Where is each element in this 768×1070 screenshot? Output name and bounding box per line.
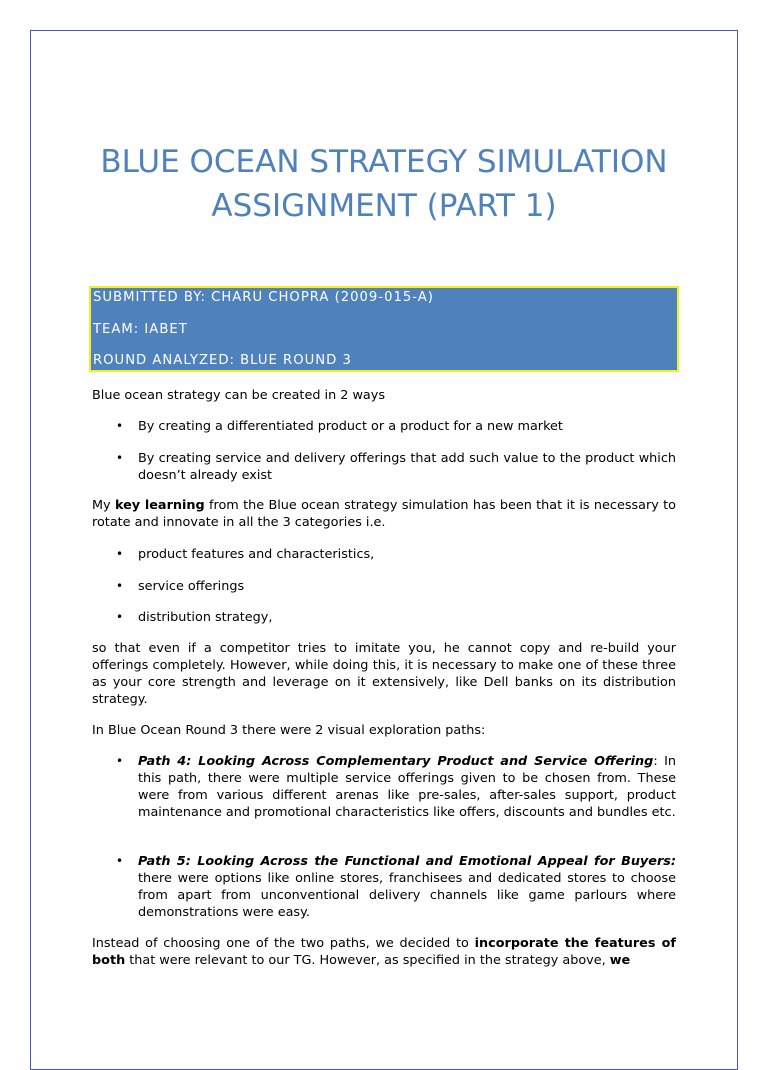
learning-post: from the Blue ocean strategy simulation has been that it is necessary to rotate and innovate in all the 3 categories i.e. <box>92 498 677 530</box>
submission-info-box <box>89 286 679 372</box>
learning-pre: My <box>92 498 115 513</box>
round-paragraph: In Blue Ocean Round 3 there were 2 visual exploration paths: <box>92 723 486 738</box>
round-analyzed: ROUND ANALYZED: BLUE ROUND 3 <box>93 353 352 368</box>
bullet-icon: • <box>116 419 124 433</box>
bullet-icon: • <box>116 854 124 868</box>
path-item <box>138 853 676 921</box>
final-pre: Instead of choosing one of the two paths, we decided to <box>92 936 475 951</box>
competitor-paragraph: so that even if a competitor tries to imitate you, he cannot copy and re-build your offerings completely. However, while doing this, it is necessary to make one of these three as your core strength and leverage on it extensively, like Dell banks on its distribution strategy. <box>92 641 676 707</box>
bullet-icon: • <box>116 579 124 593</box>
path-text: : In this path, there were multiple service offerings given to be chosen from. These were from various different arenas like pre-sales, after-sales support, product maintenance and promotional characteristics like offers, discounts and bundles etc. <box>138 754 677 820</box>
path-heading: Path 4: Looking Across Complementary Product and Service Offering <box>138 754 654 769</box>
final-bold-2: we <box>609 953 631 968</box>
way-item: By creating a differentiated product or a product for a new market <box>138 419 563 434</box>
learning-bold: key learning <box>114 498 205 513</box>
bullet-icon: • <box>116 547 124 561</box>
key-learning-paragraph <box>92 497 676 531</box>
path-heading: Path 5: Looking Across the Functional and Emotional Appeal for Buyers: <box>138 854 676 869</box>
final-bold-1: incorporate the features of both <box>92 936 676 968</box>
intro-paragraph: Blue ocean strategy can be created in 2 ways <box>92 388 386 403</box>
bullet-icon: • <box>116 610 124 624</box>
path-item <box>138 753 676 821</box>
bullet-icon: • <box>116 754 124 768</box>
final-mid: that were relevant to our TG. However, as specified in the strategy above, <box>125 953 610 968</box>
category-item: service offerings <box>138 579 245 594</box>
category-item: product features and characteristics, <box>138 547 375 562</box>
submitted-by: SUBMITTED BY: CHARU CHOPRA (2009-015-A) <box>93 290 434 305</box>
path-text: there were options like online stores, franchisees and dedicated stores to choose from apart from unconventional delivery channels like game parlours where demonstrations were easy. <box>138 871 676 920</box>
team-name: TEAM: IABET <box>93 322 188 337</box>
way-item: By creating service and delivery offerings that add such value to the product which doesn’t already exist <box>138 451 676 483</box>
final-paragraph <box>92 935 676 969</box>
document-title: BLUE OCEAN STRATEGY SIMULATION ASSIGNMENT (PART 1) <box>100 144 668 224</box>
category-item: distribution strategy, <box>138 610 273 625</box>
bullet-icon: • <box>116 451 124 465</box>
